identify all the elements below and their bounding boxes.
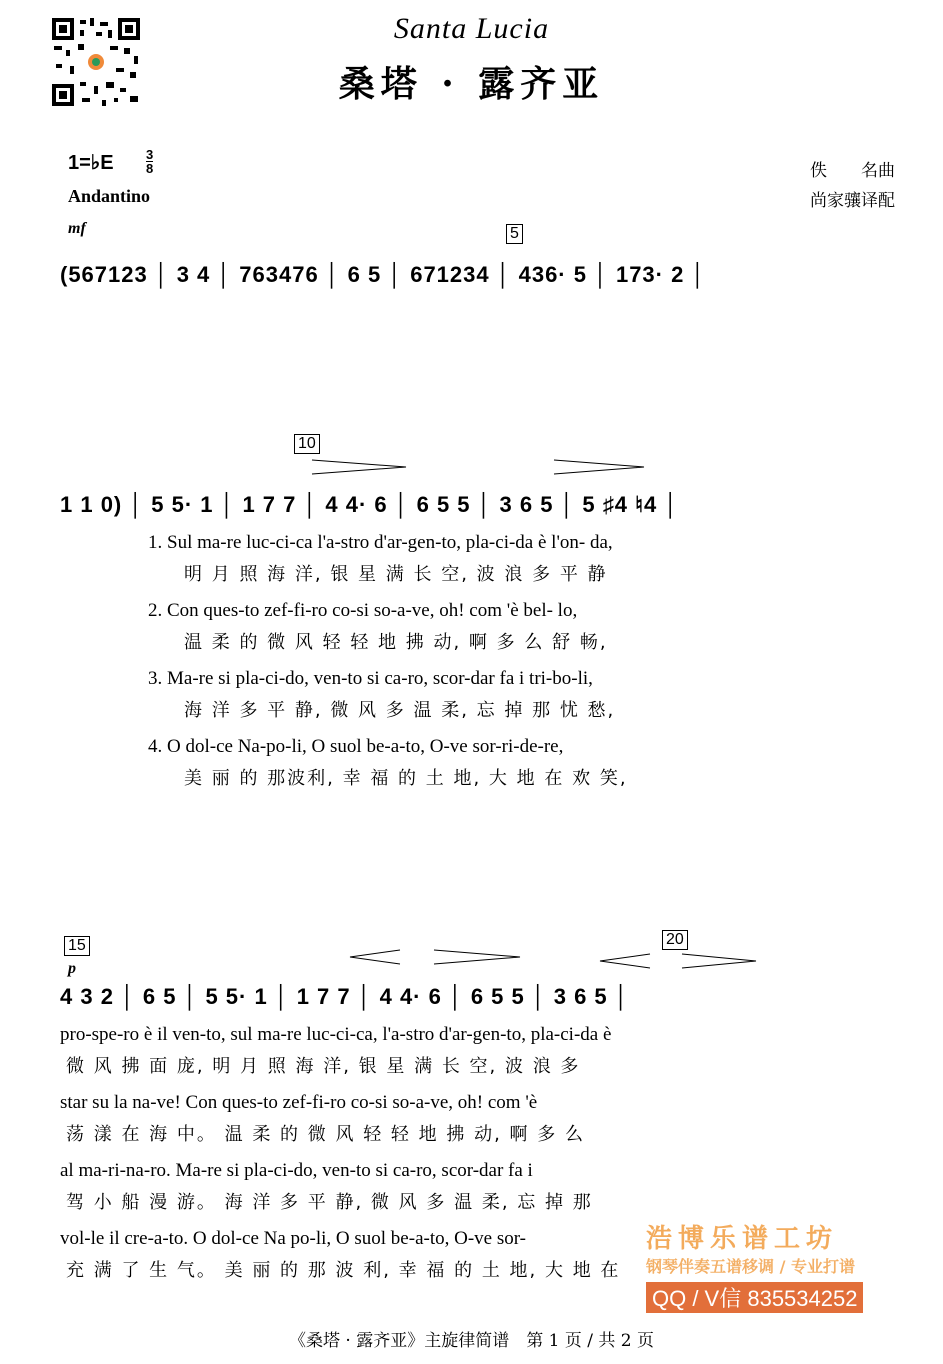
key-signature: 1=♭E	[68, 152, 114, 174]
lyric-line-3-zh: 驾 小 船 漫 游。 海 洋 多 平 静, 微 风 多 温 柔, 忘 掉 那	[66, 1192, 593, 1213]
lyrics-block-1	[148, 532, 888, 790]
crescendo-hairpin	[598, 952, 654, 970]
watermark-brand: 浩博乐谱工坊	[646, 1224, 839, 1254]
lyric-line-1-en: pro-spe-ro è il ven-to, sul ma-re luc-ci-ca, l'a-stro d'ar-gen-to, pla-ci-da è	[60, 1024, 612, 1045]
lyric-verse-2-zh: 温 柔 的 微 风 轻 轻 地 拂 动, 啊 多 么 舒 畅,	[184, 632, 608, 653]
composer-credit: 佚 名曲	[810, 161, 895, 181]
decrescendo-hairpin	[680, 952, 760, 970]
lyric-line-2-zh: 荡 漾 在 海 中。 温 柔 的 微 风 轻 轻 地 拂 动, 啊 多 么	[66, 1124, 585, 1145]
lyric-verse-4-zh: 美 丽 的 那波利, 幸 福 的 土 地, 大 地 在 欢 笑,	[184, 768, 628, 789]
lyric-verse-2-en: 2. Con ques-to zef-fi-ro co-si so-a-ve, oh! com 'è bel- lo,	[148, 600, 578, 621]
measure-number-20: 20	[662, 930, 688, 950]
lyric-verse-3-en: 3. Ma-re si pla-ci-do, ven-to si ca-ro, scor-dar fa i tri-bo-li,	[148, 668, 593, 689]
lyric-verse-3-zh: 海 洋 多 平 静, 微 风 多 温 柔, 忘 掉 那 忧 愁,	[184, 700, 616, 721]
title-chinese: 桑塔 · 露齐亚	[338, 63, 605, 105]
dynamic-p: p	[68, 960, 76, 977]
arranger-credit: 尚家骧译配	[810, 191, 895, 211]
measure-number-5: 5	[506, 224, 523, 244]
time-denominator: 8	[146, 161, 154, 176]
lyric-line-3-en: al ma-ri-na-ro. Ma-re si pla-ci-do, ven-to si ca-ro, scor-dar fa i	[60, 1160, 533, 1181]
lyric-verse-4-en: 4. O dol-ce Na-po-li, O suol be-a-to, O-ve sor-ri-de-re,	[148, 736, 564, 757]
staff-row-3: 4 3 2 │ 6 5 │ 5 5· 1 │ 1 7 7 │ 4 4· 6 │ 6 5 5 │ 3 6 5 │	[60, 984, 630, 1009]
page-footer: 《桑塔 · 露齐亚》主旋律简谱 第 1 页 / 共 2 页	[289, 1331, 654, 1351]
crescendo-hairpin	[348, 948, 404, 966]
time-signature	[146, 148, 153, 175]
time-numerator: 3	[146, 147, 154, 162]
tempo-marking: Andantino	[68, 186, 151, 206]
measure-number-15: 15	[64, 936, 90, 956]
watermark-tagline: 钢琴伴奏五谱移调 / 专业打谱	[646, 1257, 855, 1276]
lyric-line-4-zh: 充 满 了 生 气。 美 丽 的 那 波 利, 幸 福 的 土 地, 大 地 在	[66, 1260, 621, 1281]
staff-row-2: 1 1 0) │ 5 5· 1 │ 1 7 7 │ 4 4· 6 │ 6 5 5 │ 3 6 5 │ 5 ♯4 ♮4 │	[60, 492, 680, 517]
lyric-line-4-en: vol-le il cre-a-to. O dol-ce Na po-li, O suol be-a-to, O-ve sor-	[60, 1228, 527, 1249]
lyric-line-2-en: star su la na-ve! Con ques-to zef-fi-ro co-si so-a-ve, oh! com 'è	[60, 1092, 538, 1113]
title-english: Santa Lucia	[393, 12, 550, 45]
lyric-verse-1-zh: 明 月 照 海 洋, 银 星 满 长 空, 波 浪 多 平 静	[184, 564, 608, 585]
lyric-line-1-zh: 微 风 拂 面 庞, 明 月 照 海 洋, 银 星 满 长 空, 波 浪 多	[66, 1056, 581, 1077]
decrescendo-hairpin	[552, 458, 648, 476]
lyric-verse-1-en: 1. Sul ma-re luc-ci-ca l'a-stro d'ar-gen-to, pla-ci-da è l'on- da,	[148, 532, 613, 553]
decrescendo-hairpin	[310, 458, 410, 476]
decrescendo-hairpin	[432, 948, 524, 966]
dynamic-mf: mf	[68, 220, 86, 237]
measure-number-10: 10	[294, 434, 320, 454]
staff-row-1: (567123 │ 3 4 │ 763476 │ 6 5 │ 671234 │ 436· 5 │ 173· 2 │	[60, 262, 707, 287]
watermark-contact: QQ / V信 835534252	[646, 1282, 863, 1313]
